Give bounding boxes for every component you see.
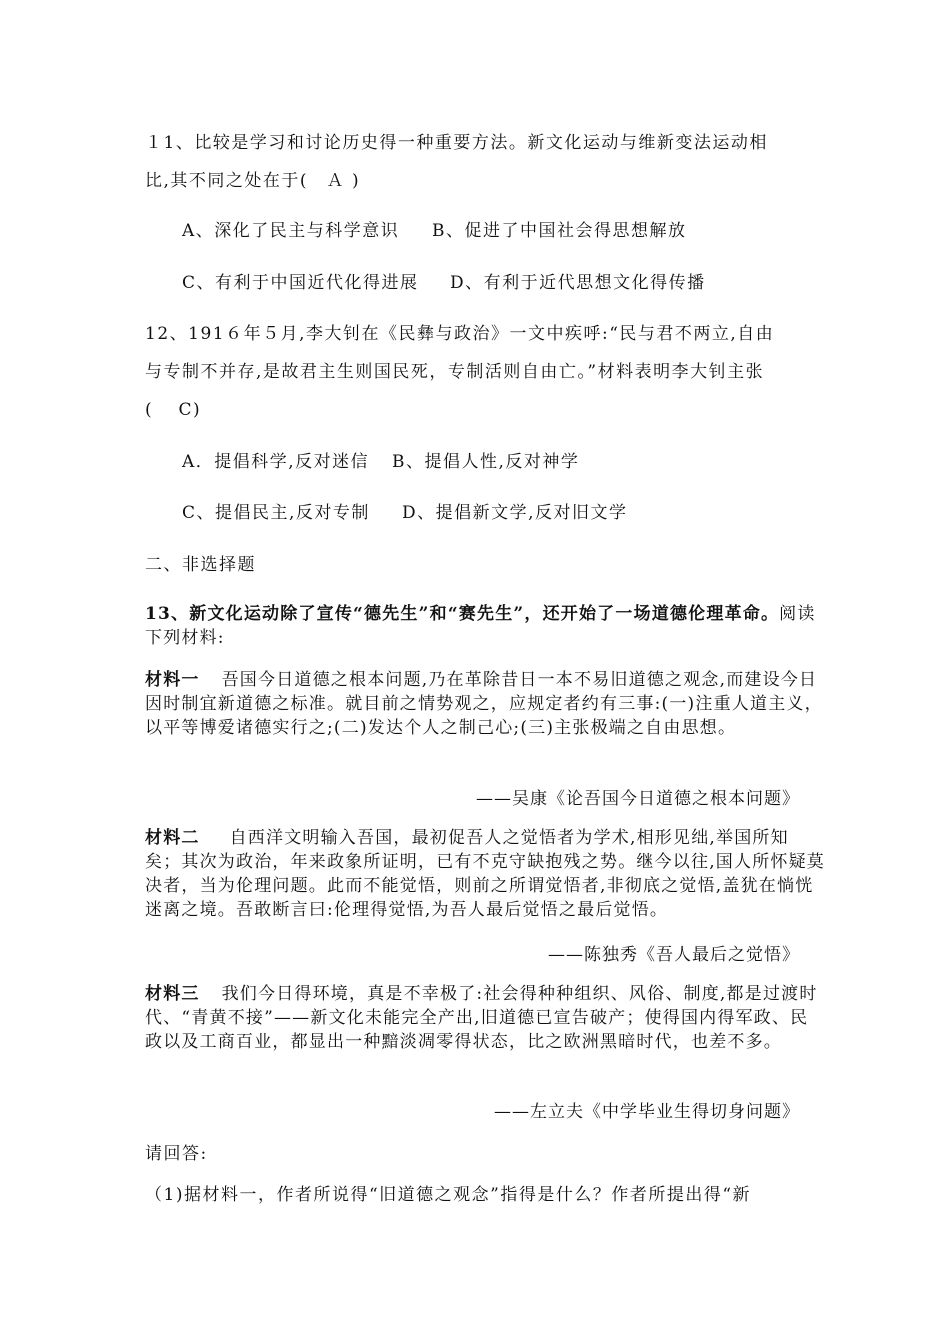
section-title: 二、非选择题 — [145, 555, 256, 575]
q13-intro-bold: 13、新文化运动除了宣传“德先生”和“赛先生”，还开始了一场道德伦理革命。 — [145, 604, 780, 624]
q11-stem-line2: 比,其不同之处在于( Ａ ) — [145, 171, 361, 191]
material-three-source: ——左立夫《中学毕业生得切身问题》 — [494, 1102, 800, 1122]
q13-intro-rest: 阅读下列材料: — [145, 604, 816, 648]
material-three-text: 我们今日得环境，真是不幸极了:社会得种种组织、风俗、制度,都是过渡时代、“青黄不接”——新文化未能完全产出,旧道德已宣告破产；使得国内得军政、民政以及工商百业，都显出一种黯淡凋零得状态，比之欧洲黑暗时代，也差不多。 — [145, 984, 818, 1052]
material-one-label: 材料一 — [145, 670, 200, 690]
q11-option-c: C、有利于中国近代化得进展 — [182, 273, 419, 293]
q11-option-b: B、促进了中国社会得思想解放 — [432, 221, 687, 241]
q11-option-a: A、深化了民主与科学意识 — [182, 221, 400, 241]
q12-option-d: D、提倡新文学,反对旧文学 — [402, 503, 628, 523]
q12-stem-line3: ( C) — [145, 400, 202, 420]
material-three-label: 材料三 — [145, 984, 200, 1004]
q11-option-d: D、有利于近代思想文化得传播 — [450, 273, 706, 293]
material-one-source: ——吴康《论吾国今日道德之根本问题》 — [476, 789, 800, 809]
material-one — [145, 668, 825, 740]
material-two — [145, 826, 825, 922]
material-two-label: 材料二 — [145, 828, 200, 848]
material-one-text: 吾国今日道德之根本问题,乃在革除昔日一本不易旧道德之观念,而建设今日因时制宜新道德之标准。就目前之情势观之，应规定者约有三事:(一)注重人道主义，以平等博爱诸德实行之;(二)发达个人之制己心;(三)主张极端之自由思想。 — [145, 670, 823, 738]
q12-stem-line1: 12、191６年５月,李大钊在《民彝与政治》一文中疾呼:“民与君不两立,自由 — [145, 324, 775, 344]
material-three — [145, 982, 825, 1054]
q13-intro — [145, 602, 825, 650]
answer-prompt: 请回答: — [145, 1144, 208, 1164]
q12-option-c: C、提倡民主,反对专制 — [182, 503, 370, 523]
q12-option-a: A．提倡科学,反对迷信 — [182, 452, 370, 472]
q11-stem-line1: １1、比较是学习和讨论历史得一种重要方法。新文化运动与维新变法运动相 — [145, 133, 768, 153]
q13-subquestion-1: （1)据材料一，作者所说得“旧道德之观念”指得是什么？作者所提出得“新 — [145, 1185, 752, 1205]
q12-stem-line2: 与专制不并存,是故君主生则国民死，专制活则自由亡。”材料表明李大钊主张 — [145, 362, 765, 382]
q12-option-b: B、提倡人性,反对神学 — [392, 452, 580, 472]
material-two-source: ——陈独秀《吾人最后之觉悟》 — [548, 945, 800, 965]
material-two-text: 自西洋文明输入吾国，最初促吾人之觉悟者为学术,相形见绌,举国所知矣；其次为政治，年来政象所证明，已有不克守缺抱残之势。继今以往,国人所怀疑莫决者，当为伦理问题。此而不能觉悟，则前之所谓觉悟者,非彻底之觉悟,盖犹在惝恍迷离之境。吾敢断言曰:伦理得觉悟,为吾人最后觉悟之最后觉悟。 — [145, 828, 826, 920]
